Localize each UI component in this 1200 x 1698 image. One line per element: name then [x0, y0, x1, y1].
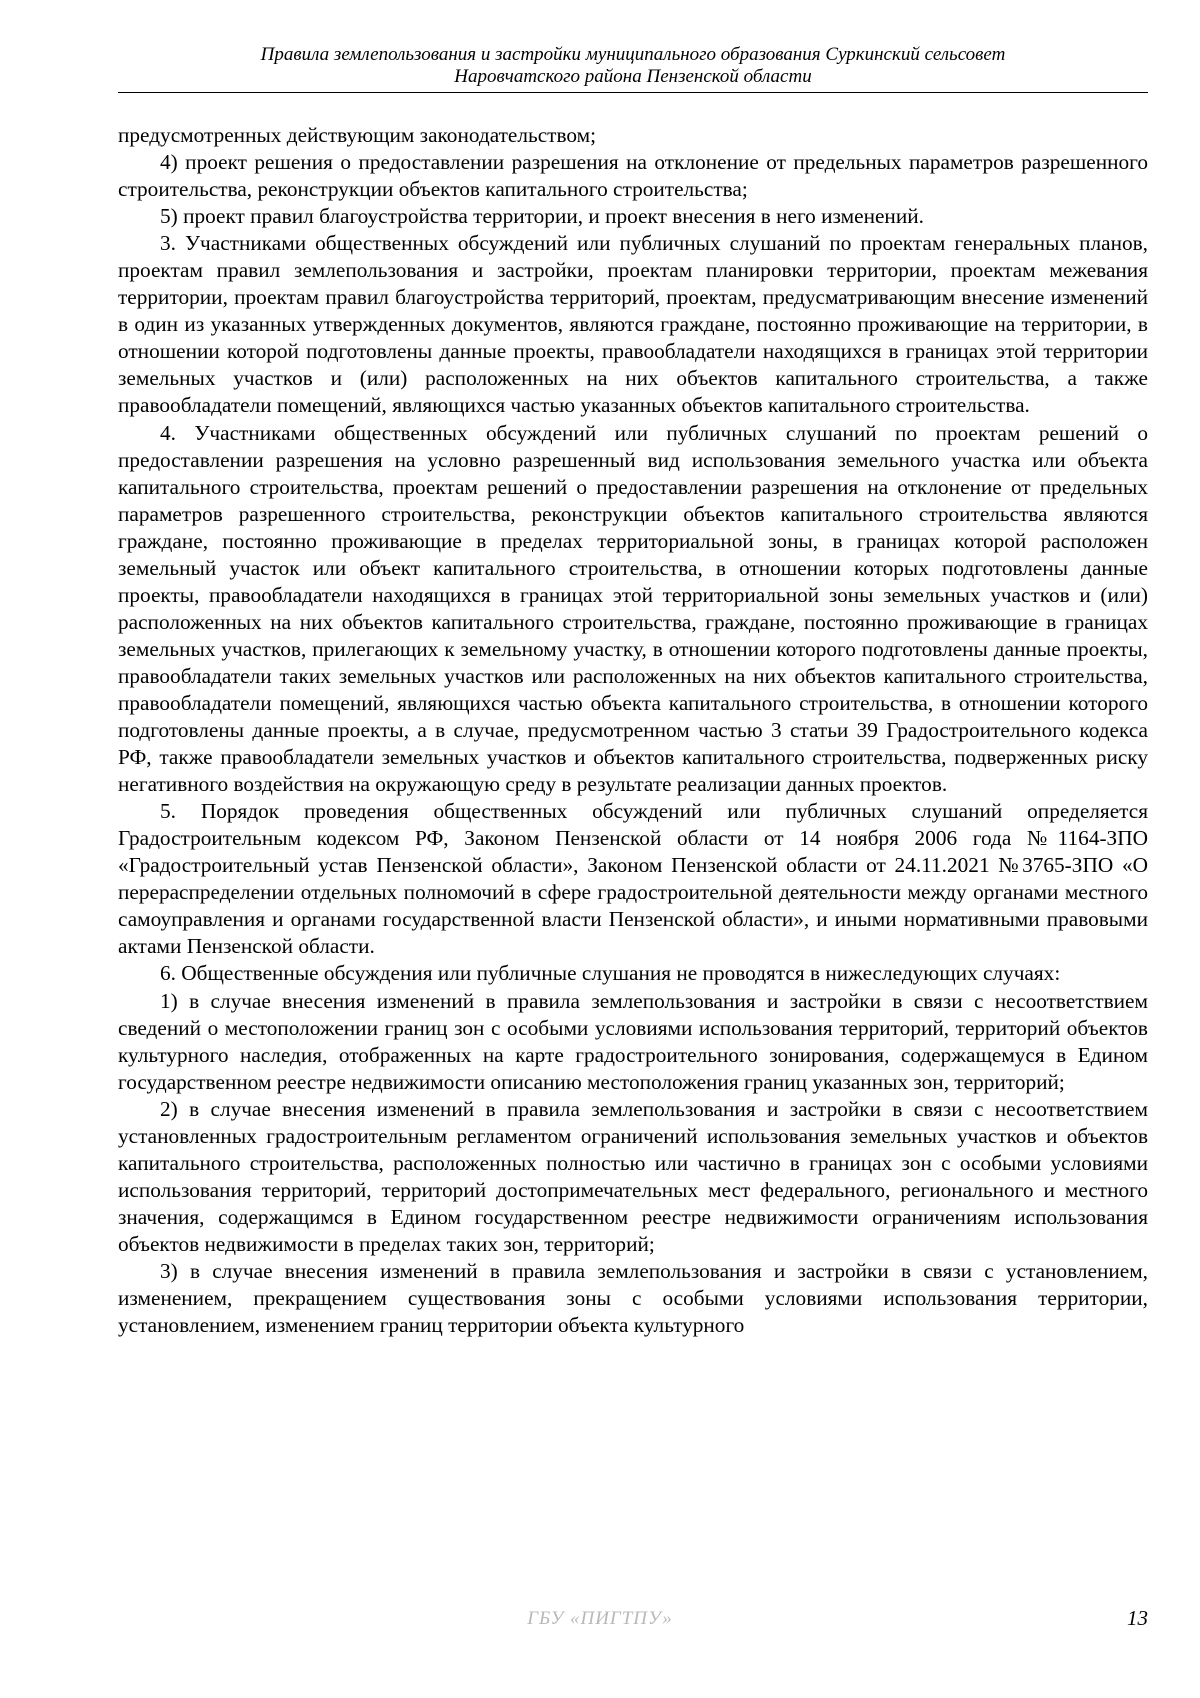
- document-body: [118, 122, 1148, 1339]
- footer-stamp: ГБУ «ПИГТПУ»: [527, 1608, 673, 1629]
- paragraph: 3. Участниками общественных обсуждений или публичных слушаний по проектам генеральных планов, проектам правил землепользования и застройки, проектам планировки территории, проектам межевания территории, проектам правил благоустройства территорий, проектам, предусматривающим внесение изменений в один из указанных утвержденных документов, являются граждане, постоянно проживающие на территории, в отношении которой подготовлены данные проекты, правообладатели находящихся в границах этой территории земельных участков и (или) расположенных на них объектов капитального строительства, а также правообладатели помещений, являющихся частью указанных объектов капитального строительства.: [118, 231, 1148, 418]
- paragraph: 3) в случае внесения изменений в правила землепользования и застройки в связи с установлением, изменением, прекращением существования зоны с особыми условиями использования территории, установлением, изменением границ территории объекта культурного: [118, 1258, 1148, 1338]
- paragraph: 6. Общественные обсуждения или публичные слушания не проводятся в нижеследующих случаях:: [160, 961, 1061, 986]
- header-line-1: Правила землепользования и застройки муниципального образования Суркинский сельсовет: [260, 44, 1006, 65]
- paragraph: 5) проект правил благоустройства территории, и проект внесения в него изменений.: [160, 204, 924, 229]
- paragraph: 5. Порядок проведения общественных обсуждений или публичных слушаний определяется Градостроительным кодексом РФ, Законом Пензенской области от 14 ноября 2006 года №1164-ЗПО «Градостроительный устав Пензенской области», Законом Пензенской области от 24.11.2021 №3765-ЗПО «О перераспределении отдельных полномочий в сфере градостроительной деятельности между органами местного самоуправления и органами государственной власти Пензенской области», и иными нормативными правовыми актами Пензенской области.: [118, 799, 1148, 959]
- paragraph: предусмотренных действующим законодательством;: [118, 123, 597, 147]
- paragraph: 2) в случае внесения изменений в правила землепользования и застройки в связи с несоответствием установленных градостроительным регламентом ограничений использования земельных участков и объектов капитального строительства, расположенных полностью или частично в границах зон с особыми условиями использования территорий, территорий достопримечательных мест федерального, регионального и местного значения, содержащимся в Едином государственном реестре недвижимости ограничениям использования объектов недвижимости в пределах таких зон, территорий;: [118, 1096, 1148, 1256]
- paragraph: 1) в случае внесения изменений в правила землепользования и застройки в связи с несоответствием сведений о местоположении границ зон с особыми условиями использования территорий, территорий объектов культурного наследия, отображенных на карте градостроительного зонирования, содержащемуся в Едином государственном реестре недвижимости описанию местоположения границ указанных зон, территорий;: [118, 988, 1148, 1094]
- paragraph: 4) проект решения о предоставлении разрешения на отклонение от предельных параметров разрешенного строительства, реконструкции объектов капитального строительства;: [118, 150, 1148, 202]
- paragraph: 4. Участниками общественных обсуждений или публичных слушаний по проектам решений о предоставлении разрешения на условно разрешенный вид использования земельного участка или объекта капитального строительства, проектам решений о предоставлении разрешения на отклонение от предельных параметров разрешенного строительства, реконструкции объектов капитального строительства являются граждане, постоянно проживающие в пределах территориальной зоны, в границах которой расположен земельный участок или объект капитального строительства, в отношении которых подготовлены данные проекты, правообладатели находящихся в границах этой территориальной зоны земельных участков и (или) расположенных на них объектов капитального строительства, граждане, постоянно проживающие в границах земельных участков, прилегающих к земельному участку, в отношении которого подготовлены данные проекты, правообладатели таких земельных участков или расположенных на них объектов капитального строительства, правообладатели помещений, являющихся частью объекта капитального строительства, в отношении которого подготовлены данные проекты, а в случае, предусмотренном частью 3 статьи 39 Градостроительного кодекса РФ, также правообладатели земельных участков и объектов капитального строительства, подверженных риску негативного воздействия на окружающую среду в результате реализации данных проектов.: [118, 420, 1148, 797]
- page-header: [118, 44, 1148, 88]
- header-line-2: Наровчатского района Пензенской области: [454, 66, 812, 87]
- page-number: 13: [1127, 1606, 1148, 1630]
- header-divider: [118, 92, 1148, 93]
